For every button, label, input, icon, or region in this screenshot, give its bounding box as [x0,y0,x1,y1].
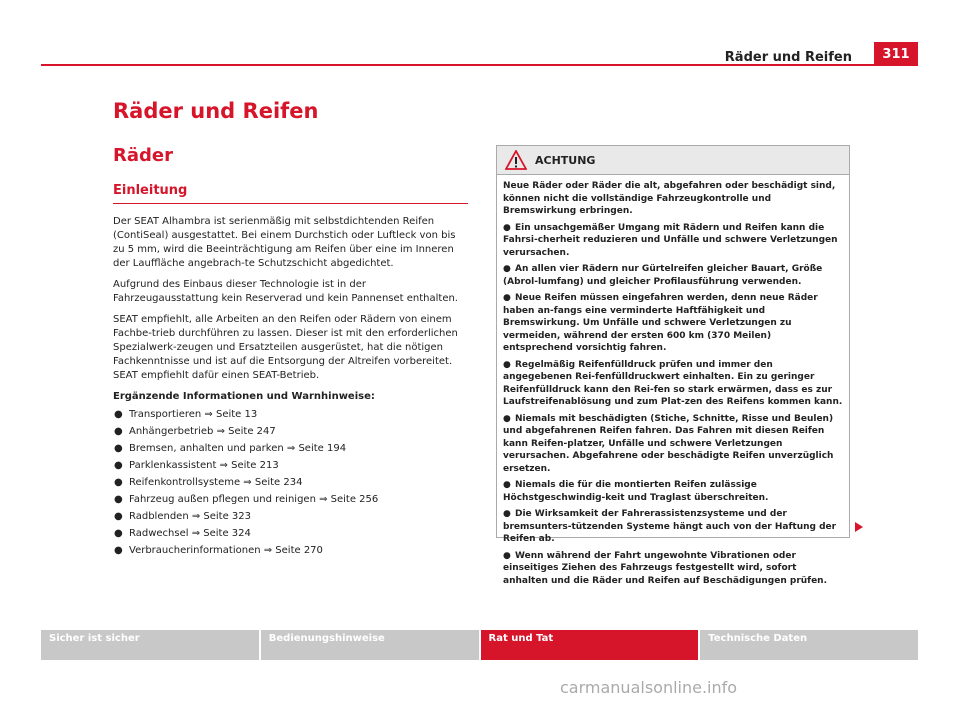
list-item-text: Transportieren ⇒ Seite 13 [129,409,258,420]
bullet-icon: ● [503,480,511,490]
warning-title: ACHTUNG [535,154,596,167]
bullet-icon: ● [503,413,511,424]
bullet-icon: ● [114,545,123,556]
list-item-text: Radwechsel ⇒ Seite 324 [129,528,251,539]
bullet-icon: ● [114,528,123,539]
header-section-title: Räder und Reifen [724,50,852,65]
section-title: Räder [113,145,173,166]
warning-body [497,175,849,587]
warning-item-text: Neue Reifen müssen eingefahren werden, denn neue Räder haben an-fangs eine verminderte Haftfähigkeit und Bremswirkung. Um Unfälle und schwere Verletzungen zu vermeiden, während der ersten 600 km (370 Meilen) entsprechend vorsichtig fahren. [503,293,818,353]
bullet-icon: ● [114,477,123,488]
list-item[interactable] [113,544,469,558]
warning-box [496,145,850,586]
list-item-text: Reifenkontrollsysteme ⇒ Seite 234 [129,477,303,488]
bullet-icon: ● [503,359,511,370]
list-item-text: Bremsen, anhalten und parken ⇒ Seite 194 [129,443,347,454]
warning-item-text: Niemals die für die montierten Reifen zulässige Höchstgeschwindig-keit und Traglast überschreiten. [503,480,769,503]
list-item-text: Parklenkassistent ⇒ Seite 213 [129,460,279,471]
list-heading: Ergänzende Informationen und Warnhinweise: [113,391,375,402]
page-number: 311 [874,42,918,66]
list-item[interactable] [113,493,469,507]
bullet-icon: ● [114,494,123,505]
warning-intro: Neue Räder oder Räder die alt, abgefahren oder beschädigt sind, können nicht die vollständige Fahrzeugkontrolle und Bremswirkung erbringen. [503,181,836,216]
reference-list [113,408,469,558]
bullet-icon: ● [503,550,511,561]
footer-tabs [41,630,918,660]
bullet-icon: ● [114,443,123,454]
list-item-text: Anhängerbetrieb ⇒ Seite 247 [129,426,276,437]
bullet-icon: ● [114,409,123,420]
list-item[interactable] [113,527,469,541]
list-item[interactable] [113,510,469,524]
warning-item-text: An allen vier Rädern nur Gürtelreifen gleicher Bauart, Größe (Abrol-lumfang) und gleicher Profilausführung verwenden. [503,264,823,287]
warning-item-text: Niemals mit beschädigten (Stiche, Schnitte, Risse und Beulen) und abgefahrenen Reifen fahren. Das Fahren mit diesen Reifen kann Reifen-platzer, Unfälle und schwere Verletzungen verursachen. Abgefahrene oder beschädigte Reifen unverzüglich ersetzen. [503,413,834,474]
warning-item [503,508,843,546]
warning-item [503,413,843,476]
subsection-title: Einleitung [113,183,188,198]
subsection-rule [113,203,468,204]
bullet-icon: ● [114,426,123,437]
list-item[interactable] [113,442,469,456]
intro-column [113,215,469,561]
warning-item [503,550,843,588]
warning-item-text: Ein unsachgemäßer Umgang mit Rädern und Reifen kann die Fahrsi-cherheit reduzieren und Unfälle und schwere Verletzungen verursachen. [503,222,838,258]
bullet-icon: ● [114,511,123,522]
warning-item [503,359,843,409]
tab-sicher-ist-sicher[interactable]: Sicher ist sicher [41,630,259,660]
paragraph: Der SEAT Alhambra ist serienmäßig mit selbstdichtenden Reifen (ContiSeal) ausgestattet. Bei einem Durchstich oder Luftleck von bis zu 5 mm, wird die Beeinträchtigung am Reifen über eine im Inneren der Lauffläche angebrach-te Schutzschicht abgedichtet. [113,216,456,269]
list-item-text: Verbraucherinformationen ⇒ Seite 270 [129,545,323,556]
paragraph: SEAT empfiehlt, alle Arbeiten an den Reifen oder Rädern von einem Fachbe-trieb durchführen zu lassen. Dieser ist mit den erforderlichen Spezialwerk-zeugen und Ersatzteilen ausgerüstet, hat die nötigen Fachkenntnisse und ist auf die Entsorgung der Altreifen vorbereitet. SEAT empfiehlt dafür einen SEAT-Betrieb. [113,314,458,381]
chapter-title: Räder und Reifen [113,99,319,123]
list-item[interactable] [113,459,469,473]
watermark: carmanualsonline.info [560,678,738,697]
bullet-icon: ● [503,264,511,274]
bullet-icon: ● [114,460,123,471]
tab-bedienungshinweise[interactable]: Bedienungshinweise [261,630,479,660]
tab-rat-und-tat[interactable]: Rat und Tat [481,630,699,660]
warning-header [497,146,849,175]
bullet-icon: ● [503,222,511,233]
warning-item [503,263,843,288]
list-item[interactable] [113,476,469,490]
bullet-icon: ● [503,293,511,303]
warning-item [503,292,843,355]
bullet-icon: ● [503,509,511,519]
warning-item-text: Regelmäßig Reifenfülldruck prüfen und immer den angegebenen Rei-fenfülldruckwert einhalten. Ein zu geringer Reifenfülldruck kann den Rei-fen so stark erwärmen, dass es zur Laufstreifenablösung und zum Plat-zen des Reifens kommen kann. [503,359,843,407]
warning-item-text: Die Wirksamkeit der Fahrerassistenzsysteme und der bremsunters-tützenden Systeme hängt auch von der Haftung der Reifen ab. [503,509,837,544]
list-item-text: Radblenden ⇒ Seite 323 [129,511,252,522]
list-item-text: Fahrzeug außen pflegen und reinigen ⇒ Seite 256 [129,494,379,505]
continue-arrow-icon[interactable] [855,522,863,532]
warning-triangle-icon [505,150,527,170]
warning-item [503,222,843,260]
list-item[interactable] [113,408,469,422]
paragraph: Aufgrund des Einbaus dieser Technologie ist in der Fahrzeugausstattung kein Reserverad und kein Pannenset enthalten. [113,279,458,304]
list-item[interactable] [113,425,469,439]
warning-item-text: Wenn während der Fahrt ungewohnte Vibrationen oder einseitiges Ziehen des Fahrzeugs festgestellt wird, sofort anhalten und die Räder und Reifen auf Beschädigungen prüfen. [503,550,828,586]
tab-technische-daten[interactable]: Technische Daten [700,630,918,660]
warning-item [503,479,843,504]
